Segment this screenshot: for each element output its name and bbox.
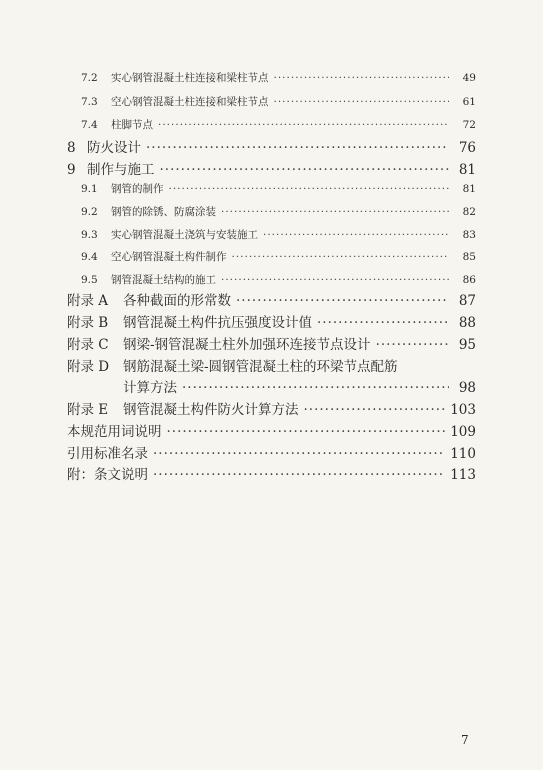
toc-page: 86: [462, 274, 476, 286]
toc-page: 113: [450, 467, 476, 483]
toc-page: 87: [458, 293, 476, 309]
toc-number: 7.4: [81, 119, 98, 131]
toc-page: 82: [462, 206, 476, 218]
toc-entry-standards[interactable]: [67, 442, 476, 462]
toc-title: 计算方法: [123, 380, 177, 396]
toc-page: 81: [462, 183, 476, 195]
toc-page: 103: [450, 402, 476, 418]
toc-leader: [153, 467, 445, 483]
toc-leader: [221, 274, 449, 286]
toc-page: 95: [458, 337, 476, 353]
toc-entry-appendix-c[interactable]: [67, 333, 476, 353]
toc-number: 9: [67, 162, 76, 178]
toc-leader: [221, 206, 449, 218]
toc-number: 7.3: [81, 96, 98, 108]
toc-title: 钢筋混凝土梁-圆钢管混凝土柱的环梁节点配筋: [123, 359, 398, 375]
toc-title: 引用标准名录: [67, 446, 148, 462]
toc-leader: [153, 446, 445, 462]
toc-entry-explanation[interactable]: [67, 463, 476, 483]
toc-leader: [304, 402, 446, 418]
toc-leader: [236, 293, 449, 309]
toc-title: 实心钢管混凝土浇筑与安装施工: [111, 229, 258, 241]
toc-entry-9-5[interactable]: [81, 272, 476, 287]
toc-number: 9.1: [81, 183, 98, 195]
toc-title: 钢管混凝土构件防火计算方法: [123, 402, 299, 418]
toc-entry-appendix-b[interactable]: [67, 311, 476, 331]
toc-leader: [274, 72, 450, 84]
toc-page: 72: [462, 119, 476, 131]
toc-number: 9.5: [81, 274, 98, 286]
toc-entry-9[interactable]: [67, 158, 476, 178]
toc-leader: [317, 315, 449, 331]
toc-leader: [274, 96, 450, 108]
toc-number: 9.4: [81, 251, 98, 263]
toc-leader: [182, 380, 449, 396]
toc-leader: [158, 119, 449, 131]
toc-entry-9-1[interactable]: [81, 181, 476, 196]
toc-entry-9-2[interactable]: [81, 204, 476, 219]
toc-title: 防火设计: [87, 140, 141, 156]
toc-title: 各种截面的形常数: [123, 293, 231, 309]
toc-page: 85: [462, 251, 476, 263]
toc-page: 61: [462, 96, 476, 108]
toc-leader: [263, 229, 449, 241]
toc-page: 49: [462, 72, 476, 84]
toc-title: 钢管混凝土构件抗压强度设计值: [123, 315, 312, 331]
toc-leader: [146, 140, 449, 156]
toc-number: 附录 A: [67, 293, 109, 309]
toc-page: 110: [450, 446, 476, 462]
toc-title: 制作与施工: [87, 162, 155, 178]
toc-title: 本规范用词说明: [67, 424, 162, 440]
toc-title: 空心钢管混凝土构件制作: [111, 251, 227, 263]
toc-entry-7-4[interactable]: [81, 117, 476, 132]
toc-entry-appendix-d[interactable]: [67, 355, 476, 375]
toc-number: 7.2: [81, 72, 98, 84]
toc-title: 空心钢管混凝土柱连接和梁柱节点: [111, 96, 269, 108]
toc-number: 附录 B: [67, 315, 109, 331]
toc-title: 钢管的除锈、防腐涂装: [111, 206, 216, 218]
toc-number: 9.2: [81, 206, 98, 218]
toc-page: 88: [458, 315, 476, 331]
toc-number: 附录 D: [67, 359, 110, 375]
toc-title: 钢管混凝土结构的施工: [111, 274, 216, 286]
toc-entry-8[interactable]: [67, 136, 476, 156]
toc-leader: [167, 424, 446, 440]
toc-entry-7-2[interactable]: [81, 70, 476, 85]
toc-leader: [160, 162, 450, 178]
toc-leader: [376, 337, 449, 353]
toc-number: 附录 C: [67, 337, 109, 353]
toc-number: 附录 E: [67, 402, 109, 418]
toc-number: 8: [67, 140, 76, 156]
toc-entry-9-4[interactable]: [81, 249, 476, 264]
toc-page: 83: [462, 229, 476, 241]
toc-page: 76: [458, 140, 476, 156]
toc-leader: [169, 183, 450, 195]
toc-title: 附：条文说明: [67, 467, 148, 483]
toc-number: 9.3: [81, 229, 98, 241]
toc-title: 柱脚节点: [111, 119, 153, 131]
toc-page: 98: [458, 380, 476, 396]
toc-leader: [232, 251, 450, 263]
toc-entry-terms[interactable]: [67, 420, 476, 440]
page-number: 7: [461, 733, 469, 747]
toc-entry-9-3[interactable]: [81, 227, 476, 242]
toc-title: 实心钢管混凝土柱连接和梁柱节点: [111, 72, 269, 84]
toc-page: 109: [450, 424, 476, 440]
toc-entry-appendix-d-continued[interactable]: [123, 376, 476, 396]
toc-entry-appendix-e[interactable]: [67, 398, 476, 418]
toc-title: 钢梁-钢管混凝土柱外加强环连接节点设计: [123, 337, 371, 353]
toc-page: 81: [458, 162, 476, 178]
toc-title: 钢管的制作: [111, 183, 164, 195]
toc-entry-7-3[interactable]: [81, 94, 476, 109]
toc-entry-appendix-a[interactable]: [67, 289, 476, 309]
